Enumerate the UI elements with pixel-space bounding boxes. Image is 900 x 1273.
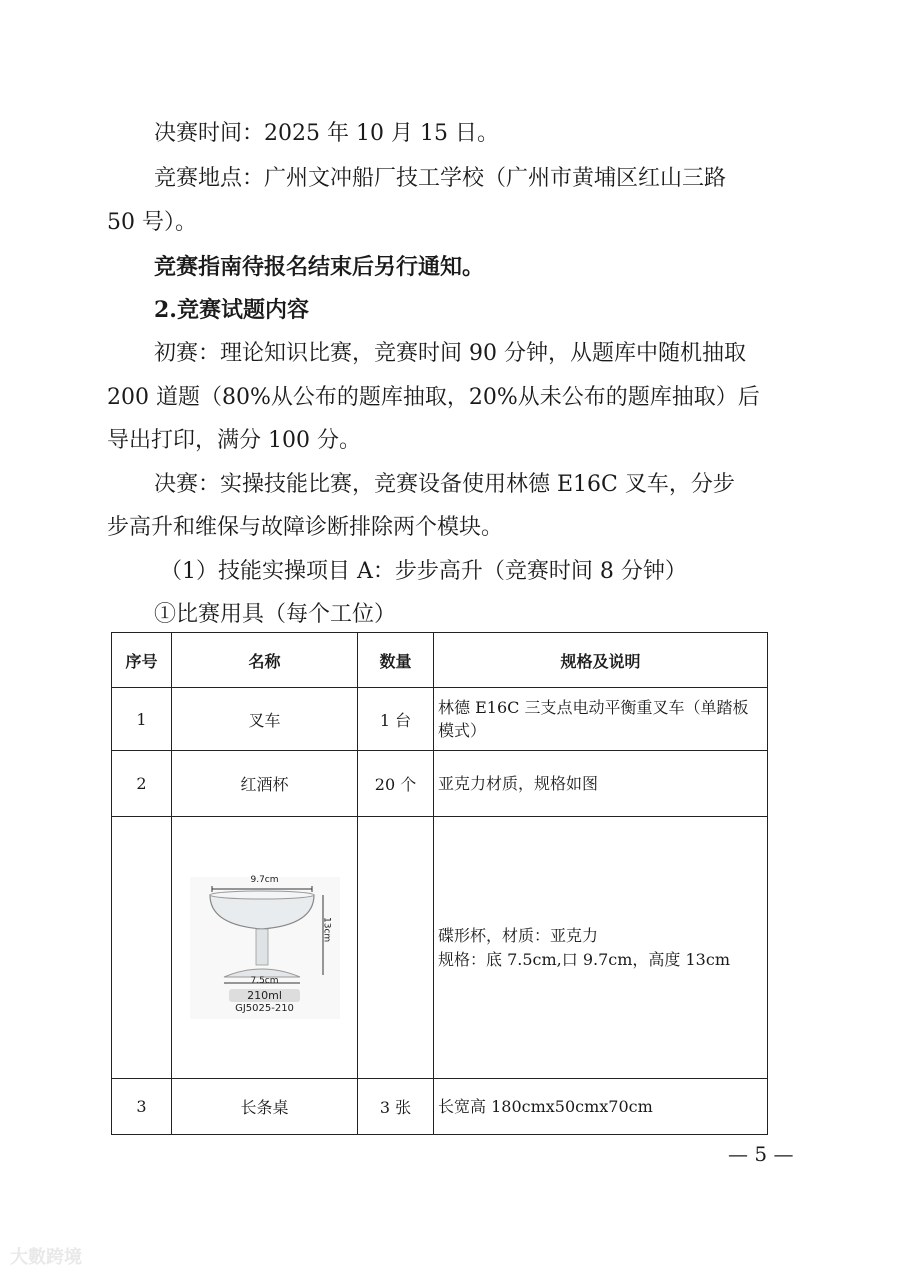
glass-height-dimension: 13cm — [321, 916, 332, 942]
row-qty — [358, 817, 434, 1079]
header-name: 名称 — [172, 633, 358, 688]
section-heading: 2.竞赛试题内容 — [154, 297, 309, 323]
table-row — [112, 751, 768, 817]
glass-model-label: GJ5025-210 — [235, 1002, 294, 1014]
glass-bottom-dimension: 7.5cm — [250, 975, 279, 986]
prelim-text-line2: 200 道题（80%从公布的题库抽取，20%从未公布的题库抽取）后 — [107, 385, 760, 410]
glass-volume-label: 210ml — [190, 989, 340, 1002]
row-spec: 亚克力材质，规格如图 — [434, 751, 768, 817]
project-a-text: （1）技能实操项目 A：步步高升（竞赛时间 8 分钟） — [160, 559, 687, 584]
equipment-heading: ①比赛用具（每个工位） — [154, 602, 397, 627]
page-number: — 5 — — [728, 1142, 794, 1166]
row-no — [112, 817, 172, 1079]
table-header-row — [112, 633, 768, 688]
guide-note: 竞赛指南待报名结束后另行通知。 — [154, 254, 485, 280]
row-name: 长条桌 — [172, 1079, 358, 1135]
final-time-text: 决赛时间：2025 年 10 月 15 日。 — [154, 121, 499, 146]
table-row — [112, 1079, 768, 1135]
row-name: 红酒杯 — [172, 751, 358, 817]
row-spec: 长宽高 180cmx50cmx70cm — [434, 1079, 768, 1135]
row-qty: 1 台 — [358, 688, 434, 751]
row-no: 3 — [112, 1079, 172, 1135]
watermark-logo: 大數跨境 — [10, 1247, 82, 1268]
row-spec-line2: 规格：底 7.5cm,口 9.7cm，高度 13cm — [438, 949, 730, 969]
row-no: 1 — [112, 688, 172, 751]
glass-top-dimension: 9.7cm — [250, 874, 279, 885]
row-qty: 20 个 — [358, 751, 434, 817]
final-text-line1: 决赛：实操技能比赛，竞赛设备使用林德 E16C 叉车，分步 — [154, 472, 735, 497]
header-no: 序号 — [112, 633, 172, 688]
row-qty: 3 张 — [358, 1079, 434, 1135]
row-spec-line2: 模式） — [438, 721, 487, 740]
row-spec — [434, 817, 768, 1079]
table-row — [112, 817, 768, 1079]
row-spec-line1: 林德 E16C 三支点电动平衡重叉车（单踏板 — [438, 697, 749, 717]
table-row — [112, 688, 768, 751]
glass-product-image — [190, 874, 340, 1019]
row-no: 2 — [112, 751, 172, 817]
row-name: 叉车 — [172, 688, 358, 751]
venue-text-line1: 竞赛地点：广州文冲船厂技工学校（广州市黄埔区红山三路 — [154, 166, 727, 191]
venue-text-line2: 50 号）。 — [107, 210, 197, 235]
row-spec — [434, 688, 768, 751]
prelim-text-line3: 导出打印，满分 100 分。 — [107, 428, 361, 453]
header-qty: 数量 — [358, 633, 434, 688]
prelim-text-line1: 初赛：理论知识比赛，竞赛时间 90 分钟，从题库中随机抽取 — [154, 341, 746, 366]
header-spec: 规格及说明 — [434, 633, 768, 688]
final-text-line2: 步高升和维保与故障诊断排除两个模块。 — [107, 515, 504, 540]
row-spec-line1: 碟形杯，材质：亚克力 — [438, 926, 599, 946]
glass-image-cell — [172, 817, 358, 1079]
equipment-table — [111, 632, 768, 1135]
